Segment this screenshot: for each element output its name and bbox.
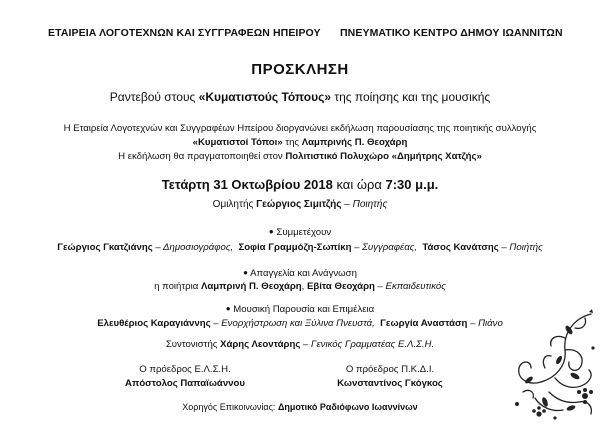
president-right: [300, 363, 480, 391]
speaker-name: Γεώργιος Σιμιτζής: [256, 199, 342, 210]
president-right-name: Κωνσταντίνος Γκόγκος: [337, 378, 443, 389]
subtitle-post: της ποίησης και της μουσικής: [331, 90, 491, 104]
event-datetime: [0, 177, 600, 192]
intro-line-3: [0, 150, 600, 164]
subtitle-pre: Ραντεβού στους: [109, 90, 199, 104]
author-name: Λαμπρινής Π. Θεοχάρη: [301, 137, 408, 148]
speaker-line: [0, 199, 600, 210]
participants-list: [0, 242, 600, 253]
event-time: 7:30 μ.μ.: [385, 177, 439, 192]
participants-heading: [0, 227, 600, 238]
intro-line-3-pre: Η εκδήλωση θα πραγματοποιηθεί στον: [118, 151, 286, 162]
book-title: «Κυματιστοί Τόποι»: [192, 137, 283, 148]
president-left-title: Ο πρόεδρος Ε.Λ.Σ.Η.: [139, 364, 231, 375]
bullet-icon: ●: [225, 304, 231, 313]
participants-heading-label: Συμμετέχουν: [276, 227, 332, 238]
coordinator-name: Χάρης Λεοντάρης: [220, 339, 301, 350]
participant-role: – Δημοσιογράφος,: [152, 242, 234, 253]
bullet-icon: ●: [268, 227, 274, 236]
music-heading-label: Μουσική Παρουσία και Επιμέλεια: [233, 304, 375, 315]
participant-name: Σοφία Γραμμόζη-Σωπίκη: [238, 242, 352, 253]
floral-corner-ornament-icon: [505, 308, 597, 420]
president-left-name: Απόστολος Παπαϊωάννου: [125, 378, 245, 389]
intro-line-2: [0, 136, 600, 150]
intro-line-2-mid: της: [282, 137, 302, 148]
participant-name: Γεώργιος Γκατζιάνης: [57, 242, 153, 253]
recitation-line: [0, 281, 600, 292]
event-subtitle: [0, 90, 600, 104]
intro-line-1: Η Εταιρεία Λογοτεχνών και Συγγραφέων Ηπείρου διοργανώνει εκδήλωση παρουσίασης της ποιητικής συλλογής: [63, 123, 537, 134]
org-right-name: ΠΝΕΥΜΑΤΙΚΟ ΚΕΝΤΡΟ ΔΗΜΟΥ ΙΩΑΝΝΙΤΩΝ: [340, 27, 563, 39]
org-left-name: ΕΤΑΙΡΕΙΑ ΛΟΓΟΤΕΧΝΩΝ ΚΑΙ ΣΥΓΓΡΑΦΕΩΝ ΗΠΕΙΡΟΥ: [48, 27, 321, 39]
music-name-1: Ελευθέριος Καραγιάννης: [97, 318, 211, 329]
recitation-mid: ,: [301, 281, 307, 292]
participant-role: – Συγγραφέας,: [351, 242, 418, 253]
speaker-role: – Ποιητής: [341, 199, 388, 210]
music-role-1: – Ενορχήστρωση και Ξύλινα Πνευστά,: [210, 318, 375, 329]
recitation-role: – Εκπαιδευτικός: [374, 281, 446, 292]
music-name-2: Γεωργία Αναστάση: [380, 318, 468, 329]
participant-role: – Ποιήτής: [498, 242, 543, 253]
speaker-label: Ομιλητής: [212, 199, 257, 210]
coordinator-label: Συντονιστής: [165, 339, 221, 350]
recitation-heading-label: Απαγγελία και Ανάγνωση: [250, 268, 357, 279]
recitation-name-2: Εβίτα Θεοχάρη: [306, 281, 375, 292]
recitation-name-1: Λαμπρινή Π. Θεοχάρη: [201, 281, 302, 292]
venue-name: Πολιτιστικό Πολυχώρο «Δημήτρης Χατζής»: [285, 151, 482, 162]
sponsor-label: Χορηγός Επικοινωνίας:: [182, 402, 278, 412]
invitation-title: ΠΡΟΣΚΛΗΣΗ: [251, 61, 349, 78]
coordinator-role: – Γενικός Γραμματέας Ε.Λ.Σ.Η.: [300, 339, 435, 350]
bullet-icon: ●: [243, 268, 248, 277]
event-date: Τετάρτη 31 Οκτωβρίου 2018: [161, 177, 333, 192]
sponsor-name: Δημοτικό Ραδιόφωνο Ιωαννίνων: [277, 402, 418, 412]
recitation-pre: η ποιήτρια: [154, 281, 201, 292]
president-right-title: Ο πρόεδρος Π.Κ.Δ.Ι.: [345, 364, 435, 375]
datetime-mid: και ώρα: [332, 177, 386, 192]
recitation-heading: [0, 268, 600, 279]
subtitle-name: «Κυματιστούς Τόπους»: [198, 90, 332, 104]
music-role-2: – Πιάνο: [467, 318, 503, 329]
president-left: [105, 363, 265, 391]
participant-name: Τάσος Κανάτσης: [422, 242, 499, 253]
